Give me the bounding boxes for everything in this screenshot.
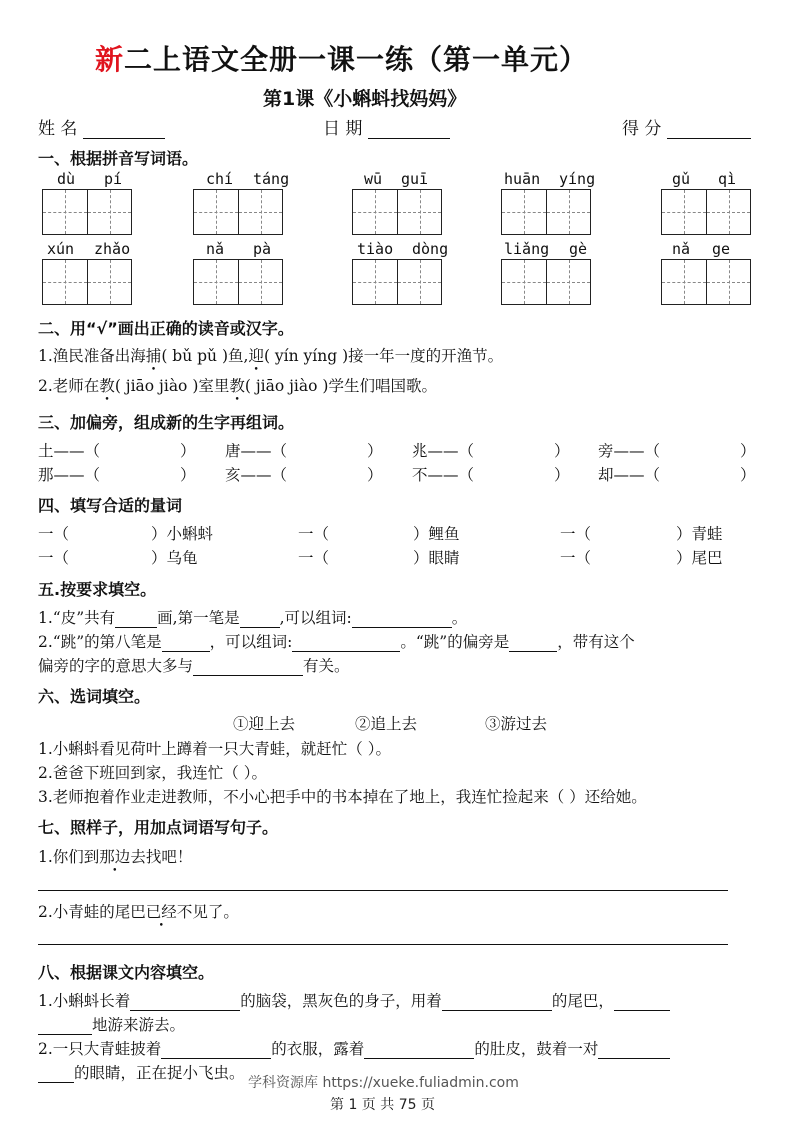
radical-close: ） bbox=[367, 442, 383, 460]
q5-line1: 1.“皮”共有 画,第一笔是 ,可以组词: 。 bbox=[38, 609, 468, 627]
pinyin: dù bbox=[57, 170, 76, 188]
writing-grid[interactable] bbox=[352, 259, 442, 305]
watermark: 学科资源库 https://xueke.fuliadmin.com bbox=[248, 1075, 519, 1091]
q8-line3: 2.一只大青蛙披着 的衣服，露着 的肚皮，鼓着一对 bbox=[38, 1037, 670, 1059]
option: ①迎上去 bbox=[233, 715, 296, 733]
radical-close: ） bbox=[554, 466, 570, 484]
section3-heading: 三、加偏旁，组成新的生字再组词。 bbox=[38, 413, 295, 432]
section4-heading: 四、填写合适的量词 bbox=[38, 496, 183, 515]
radical-close: ） bbox=[740, 442, 756, 460]
measure-item: ）尾巴 bbox=[676, 549, 723, 567]
pinyin: zhǎo bbox=[94, 240, 131, 258]
radical-close: ） bbox=[554, 442, 570, 460]
radical-item: 唐——（ bbox=[225, 442, 288, 460]
pinyin: qì bbox=[718, 170, 737, 188]
writing-grid[interactable] bbox=[352, 189, 442, 235]
section7-heading: 七、照样子，用加点词语写句子。 bbox=[38, 818, 279, 837]
radical-close: ） bbox=[740, 466, 756, 484]
pinyin: wū bbox=[364, 170, 383, 188]
pinyin: pí bbox=[104, 170, 123, 188]
writing-grid[interactable] bbox=[193, 259, 283, 305]
measure-item: ）鲤鱼 bbox=[413, 525, 460, 543]
writing-grid[interactable] bbox=[193, 189, 283, 235]
pinyin: yíng bbox=[559, 170, 596, 188]
measure-item: ）青蛙 bbox=[676, 525, 723, 543]
pinyin: liǎng bbox=[504, 240, 550, 258]
pinyin: tiào bbox=[357, 240, 394, 258]
writing-grid[interactable] bbox=[661, 189, 751, 235]
measure-prefix: 一（ bbox=[298, 549, 330, 567]
option: ②追上去 bbox=[355, 715, 418, 733]
name-blank[interactable] bbox=[83, 120, 165, 139]
pinyin: gè bbox=[569, 240, 588, 258]
q6-line2: 2.爸爸下班回到家，我连忙（ ）。 bbox=[38, 764, 267, 782]
writing-grid[interactable] bbox=[661, 259, 751, 305]
section2-heading: 二、用“√”画出正确的读音或汉字。 bbox=[38, 319, 294, 338]
score-label: 得 分 bbox=[622, 119, 662, 139]
pinyin: dòng bbox=[412, 240, 449, 258]
q5-line2: 2.“跳”的第八笔是 ，可以组词: 。“跳”的偏旁是 ，带有这个 bbox=[38, 633, 635, 651]
name-field[interactable] bbox=[38, 114, 165, 139]
writing-grid[interactable] bbox=[501, 189, 591, 235]
measure-prefix: 一（ bbox=[560, 549, 592, 567]
measure-item: ）小蝌蚪 bbox=[151, 525, 214, 543]
writing-grid[interactable] bbox=[501, 259, 591, 305]
radical-close: ） bbox=[180, 442, 196, 460]
radical-close: ） bbox=[367, 466, 383, 484]
radical-item: 那——（ bbox=[38, 466, 101, 484]
radical-item: 旁——（ bbox=[598, 442, 661, 460]
title-red-char: 新 bbox=[95, 43, 125, 76]
q8-line4: 的眼睛，正在捉小飞虫。 bbox=[38, 1061, 245, 1083]
measure-prefix: 一（ bbox=[560, 525, 592, 543]
radical-item: 土——（ bbox=[38, 442, 101, 460]
pinyin: chí bbox=[206, 170, 234, 188]
date-blank[interactable] bbox=[368, 120, 450, 139]
answer-line[interactable] bbox=[38, 944, 728, 945]
pinyin: pà bbox=[253, 240, 272, 258]
score-field[interactable] bbox=[622, 114, 751, 139]
pinyin: nǎ bbox=[206, 240, 225, 258]
q7-line2: 2.小青蛙的尾巴已经不见了。 bbox=[38, 903, 239, 921]
section8-heading: 八、根据课文内容填空。 bbox=[38, 963, 215, 982]
q6-line3: 3.老师抱着作业走进教师，不小心把手中的书本掉在了地上，我连忙捡起来（ ）还给她。 bbox=[38, 788, 647, 806]
pinyin: guī bbox=[401, 170, 429, 188]
measure-prefix: 一（ bbox=[38, 549, 70, 567]
section5-heading: 五.按要求填空。 bbox=[38, 580, 157, 599]
radical-item: 不——（ bbox=[412, 466, 475, 484]
q5-line3: 偏旁的字的意思大多与 有关。 bbox=[38, 657, 350, 675]
date-label: 日 期 bbox=[323, 119, 363, 139]
writing-grid[interactable] bbox=[42, 259, 132, 305]
lesson-title: 第1课《小蝌蚪找妈妈》 bbox=[263, 88, 467, 110]
pinyin: ge bbox=[712, 240, 731, 258]
answer-line[interactable] bbox=[38, 890, 728, 891]
option: ③游过去 bbox=[485, 715, 548, 733]
q7-line1: 1.你们到那边去找吧！ bbox=[38, 848, 193, 866]
q2-line1: 1.渔民准备出海捕( bǔ pǔ )鱼,迎( yín yíng )接一年一度的开渔节。 bbox=[38, 347, 504, 365]
measure-prefix: 一（ bbox=[38, 525, 70, 543]
date-field[interactable] bbox=[323, 114, 450, 139]
q6-line1: 1.小蝌蚪看见荷叶上蹲着一只大青蛙，就赶忙（ ）。 bbox=[38, 740, 391, 758]
page-number: 第 1 页 共 75 页 bbox=[330, 1097, 435, 1113]
title-rest: 二上语文全册一课一练（第一单元） bbox=[124, 43, 589, 76]
radical-item: 却——（ bbox=[598, 466, 661, 484]
pinyin: huān bbox=[504, 170, 541, 188]
name-label: 姓 名 bbox=[38, 119, 78, 139]
section6-heading: 六、选词填空。 bbox=[38, 687, 151, 706]
measure-item: ）眼睛 bbox=[413, 549, 460, 567]
q8-line2: 地游来游去。 bbox=[38, 1013, 185, 1035]
pinyin: táng bbox=[253, 170, 290, 188]
pinyin: gǔ bbox=[672, 170, 691, 188]
pinyin: nǎ bbox=[672, 240, 691, 258]
writing-grid[interactable] bbox=[42, 189, 132, 235]
measure-prefix: 一（ bbox=[298, 525, 330, 543]
q8-line1: 1.小蝌蚪长着 的脑袋，黑灰色的身子，用着 的尾巴， bbox=[38, 989, 670, 1011]
radical-close: ） bbox=[180, 466, 196, 484]
pinyin: xún bbox=[47, 240, 75, 258]
document-title bbox=[95, 38, 588, 78]
radical-item: 兆——（ bbox=[412, 442, 475, 460]
score-blank[interactable] bbox=[667, 120, 751, 139]
radical-item: 亥——（ bbox=[225, 466, 288, 484]
q2-line2: 2.老师在教( jiāo jiào )室里教( jiāo jiào )学生们唱国歌。 bbox=[38, 377, 437, 395]
section1-heading: 一、根据拼音写词语。 bbox=[38, 149, 199, 168]
measure-item: ）乌龟 bbox=[151, 549, 198, 567]
